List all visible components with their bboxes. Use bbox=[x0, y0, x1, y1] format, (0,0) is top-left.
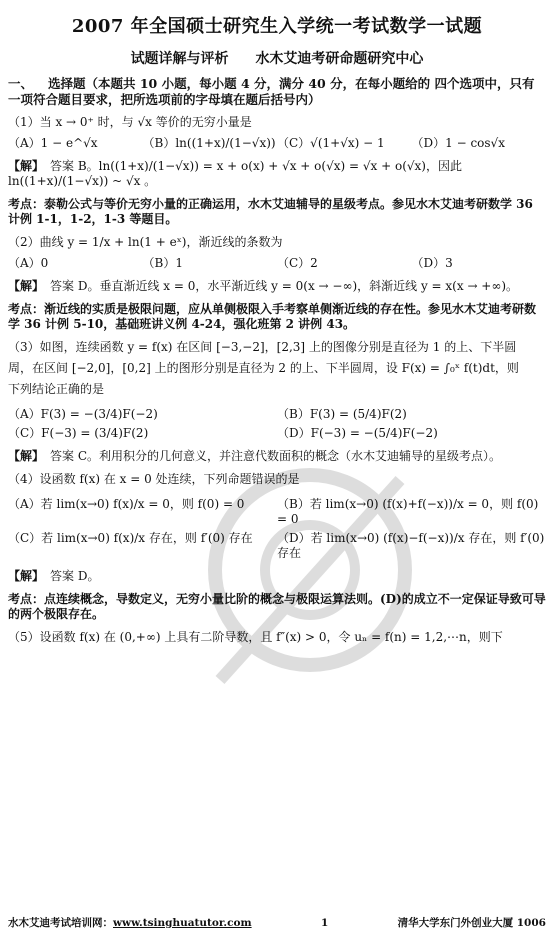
question-1-solution bbox=[8, 159, 546, 189]
question-2 bbox=[8, 235, 546, 332]
section-text: 选择题（本题共 10 小题，每小题 4 分，满分 40 分，在每小题给的 四个选项中，只有一项符合题目要求，把所选项前的字母填在题后括号内） bbox=[8, 76, 535, 107]
question-3-options bbox=[8, 403, 546, 441]
question-2-point: 考点：渐近线的实质是极限问题，应从单侧极限入手考察单侧渐近线的存在性。参见水木艾迪考研数学 36 计例 5-10，基础班讲义例 4-24，强化班第 2 讲例 43。 bbox=[8, 302, 537, 332]
solution-label: 【解】 bbox=[8, 159, 45, 174]
option-b: （B）F(3) = (5/4)F(2) bbox=[277, 407, 407, 422]
option-b: （B）ln((1+x)/(1−√x)) bbox=[142, 136, 276, 151]
question-2-solution bbox=[8, 279, 546, 294]
question-4-stem: （4）设函数 f(x) 在 x = 0 处连续，下列命题错误的是 bbox=[8, 472, 300, 487]
footer-left: 水木艾迪考试培训网：www.tsinghuatutor.com bbox=[8, 916, 252, 929]
option-d: （D）F(−3) = −(5/4)F(−2) bbox=[277, 426, 438, 441]
option-c: （C）F(−3) = (3/4)F(2) bbox=[8, 426, 149, 441]
section-header bbox=[8, 76, 546, 107]
question-3-solution bbox=[8, 449, 546, 464]
page-title: 2007 年全国硕士研究生入学统一考试数学一试题 bbox=[71, 16, 483, 37]
question-5 bbox=[8, 630, 546, 645]
question-4-solution bbox=[8, 569, 546, 584]
solution-text: 答案 C。利用积分的几何意义，并注意代数面积的概念（水木艾迪辅导的星级考点）。 bbox=[50, 449, 502, 464]
question-4-point: 考点：点连续概念，导数定义，无穷小量比阶的概念与极限运算法则。(D)的成立不一定保证导致可导的两个极限存在。 bbox=[8, 592, 546, 622]
question-4 bbox=[8, 472, 546, 622]
option-b: （B）1 bbox=[142, 256, 183, 271]
question-3-stem-3: 下列结论正确的是 bbox=[8, 382, 105, 397]
section-number: 一、 bbox=[8, 76, 34, 91]
question-5-stem: （5）设函数 f(x) 在 (0,+∞) 上具有二阶导数，且 f″(x) > 0，令 uₙ = f(n) = 1,2,⋯n，则下 bbox=[8, 630, 503, 645]
footer-url-link[interactable]: www.tsinghuatutor.com bbox=[113, 916, 252, 929]
solution-label: 【解】 bbox=[8, 449, 45, 464]
option-a: （A）0 bbox=[8, 256, 49, 271]
option-c: （C）若 lim(x→0) f(x)/x 存在，则 f′(0) 存在 bbox=[8, 531, 253, 546]
option-a: （A）F(3) = −(3/4)F(−2) bbox=[8, 407, 158, 422]
option-a: （A）若 lim(x→0) f(x)/x = 0，则 f(0) = 0 bbox=[8, 497, 245, 512]
option-c: （C）√(1+√x) − 1 bbox=[277, 136, 385, 151]
page-number: 1 bbox=[320, 916, 329, 929]
question-1-options bbox=[8, 136, 546, 151]
question-2-stem: （2）曲线 y = 1/x + ln(1 + eˣ)，渐近线的条数为 bbox=[8, 235, 283, 250]
footer-right: 清华大学东门外创业大厦 1006 bbox=[397, 916, 546, 929]
question-3-stem-2: 周，在区间 [−2,0]，[0,2] 上的图形分别是直径为 2 的上、下半圆周，设 F(x) = ∫₀ˣ f(t)dt，则 bbox=[8, 361, 519, 376]
option-a: （A）1 − e^√x bbox=[8, 136, 98, 151]
question-3-stem-1: （3）如图，连续函数 y = f(x) 在区间 [−3,−2]，[2,3] 上的图像分别是直径为 1 的上、下半圆 bbox=[8, 340, 517, 355]
question-1-stem: （1）当 x → 0⁺ 时，与 √x 等价的无穷小量是 bbox=[8, 115, 252, 130]
solution-text: 答案 D。垂直渐近线 x = 0，水平渐近线 y = 0(x → −∞)，斜渐近线 y = x(x → +∞)。 bbox=[50, 279, 519, 294]
page-subtitle bbox=[8, 51, 546, 69]
page-footer bbox=[8, 917, 546, 930]
solution-label: 【解】 bbox=[8, 569, 45, 584]
subtitle-left: 试题详解与评析 bbox=[130, 50, 229, 67]
question-1-point: 考点：泰勒公式与等价无穷小量的正确运用，水木艾迪辅导的星级考点。参见水木艾迪考研数学 36 计例 1-1，1-2，1-3 等题目。 bbox=[8, 197, 533, 227]
solution-text: 答案 B。ln((1+x)/(1−√x)) = x + o(x) + √x + o(√x) = √x + o(√x)，因此 ln((1+x)/(1−√x)) ~ √x 。 bbox=[8, 159, 462, 189]
solution-label: 【解】 bbox=[8, 279, 45, 294]
option-b: （B）若 lim(x→0) (f(x)+f(−x))/x = 0，则 f(0) = 0 bbox=[277, 497, 539, 527]
subtitle-right: 水木艾迪考研命题研究中心 bbox=[255, 50, 424, 67]
question-1 bbox=[8, 115, 546, 227]
question-3 bbox=[8, 340, 546, 464]
question-4-options bbox=[8, 493, 546, 561]
question-2-options bbox=[8, 256, 546, 271]
option-c: （C）2 bbox=[277, 256, 318, 271]
solution-text: 答案 D。 bbox=[50, 569, 100, 584]
option-d: （D）1 − cos√x bbox=[411, 136, 505, 151]
option-d: （D）若 lim(x→0) (f(x)−f(−x))/x 存在，则 f′(0) 存在 bbox=[277, 531, 545, 561]
option-d: （D）3 bbox=[411, 256, 453, 271]
